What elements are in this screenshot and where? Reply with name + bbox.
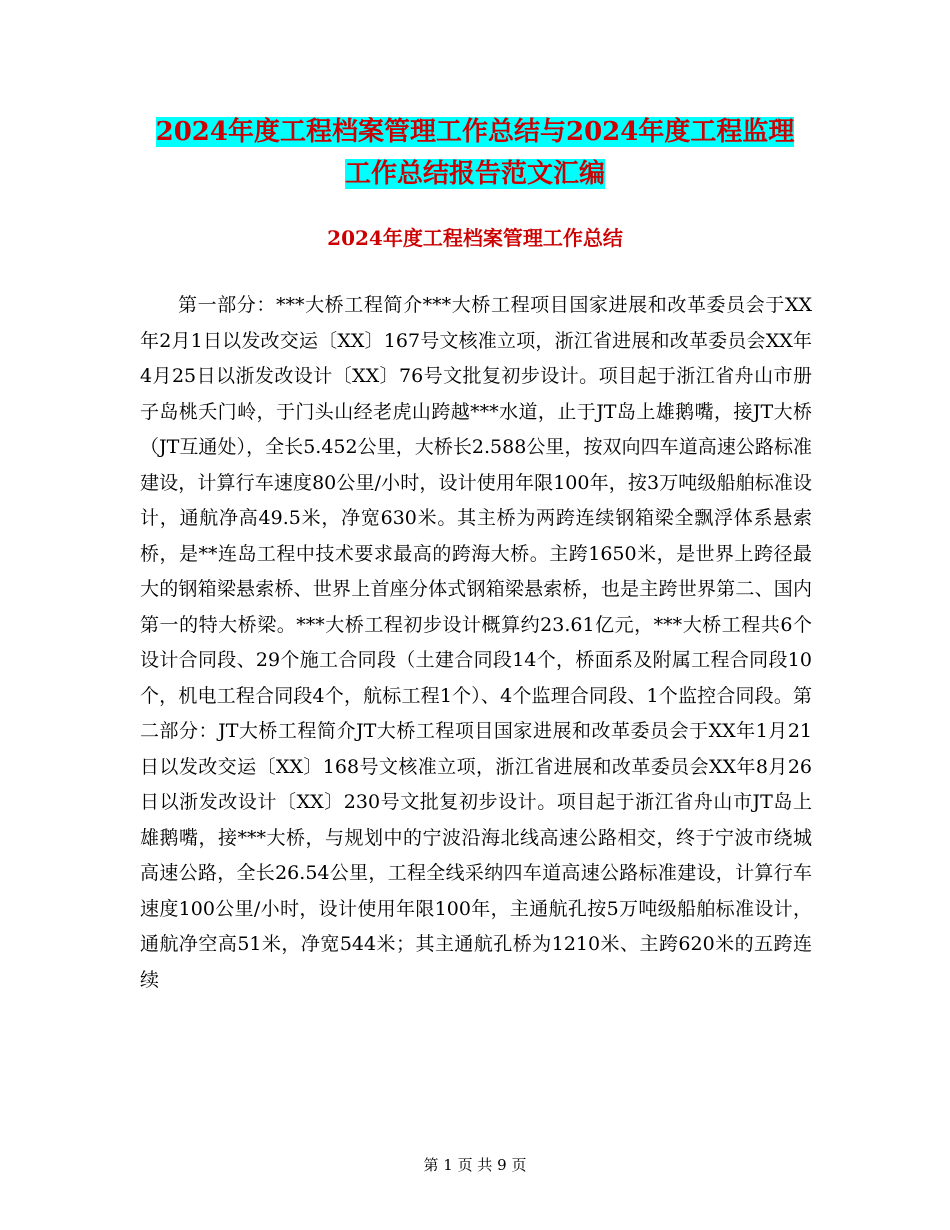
title-highlight-2: 工作总结报告范文汇编 bbox=[344, 159, 605, 189]
title-highlight-1: 2024年度工程档案管理工作总结与2024年度工程监理 bbox=[155, 117, 795, 147]
document-title-line-1 bbox=[0, 110, 950, 154]
body-paragraph: 第一部分：***大桥工程简介***大桥工程项目国家进展和改革委员会于XX年2月1日以发改交运〔XX〕167号文核准立项，浙江省进展和改革委员会XX年4月25日以浙发改设计〔XX〕76号文批复初步设计。项目起于浙江省舟山市册子岛桃夭门岭，于门头山经老虎山跨越***水道，止于JT岛上雄鹅嘴，接JT大桥（JT互通处），全长5.452公里，大桥长2.588公里，按双向四车道高速公路标准建设，计算行车速度80公里/小时，设计使用年限100年，按3万吨级船舶标准设计，通航净高49.5米，净宽630米。其主桥为两跨连续钢箱梁全飘浮体系悬索桥，是**连岛工程中技术要求最高的跨海大桥。主跨1650米，是世界上跨径最大的钢箱梁悬索桥、世界上首座分体式钢箱梁悬索桥，也是主跨世界第二、国内第一的特大桥梁。***大桥工程初步设计概算约23.61亿元，***大桥工程共6个设计合同段、29个施工合同段（土建合同段14个，桥面系及附属工程合同段10个，机电工程合同段4个，航标工程1个）、4个监理合同段、1个监控合同段。第二部分：JT大桥工程简介JT大桥工程项目国家进展和改革委员会于XX年1月21日以发改交运〔XX〕168号文核准立项，浙江省进展和改革委员会XX年8月26日以浙发改设计〔XX〕230号文批复初步设计。项目起于浙江省舟山市JT岛上雄鹅嘴，接***大桥，与规划中的宁波沿海北线高速公路相交，终于宁波市绕城高速公路，全长26.54公里，工程全线采纳四车道高速公路标准建设，计算行车速度100公里/小时，设计使用年限100年，主通航孔按5万吨级船舶标准设计，通航净空高51米，净宽544米；其主通航孔桥为1210米、主跨620米的五跨连续 bbox=[140, 294, 812, 991]
page-footer: 第 1 页 共 9 页 bbox=[423, 1156, 527, 1174]
section-title: 2024年度工程档案管理工作总结 bbox=[327, 226, 623, 250]
document-title-line-2 bbox=[0, 152, 950, 196]
